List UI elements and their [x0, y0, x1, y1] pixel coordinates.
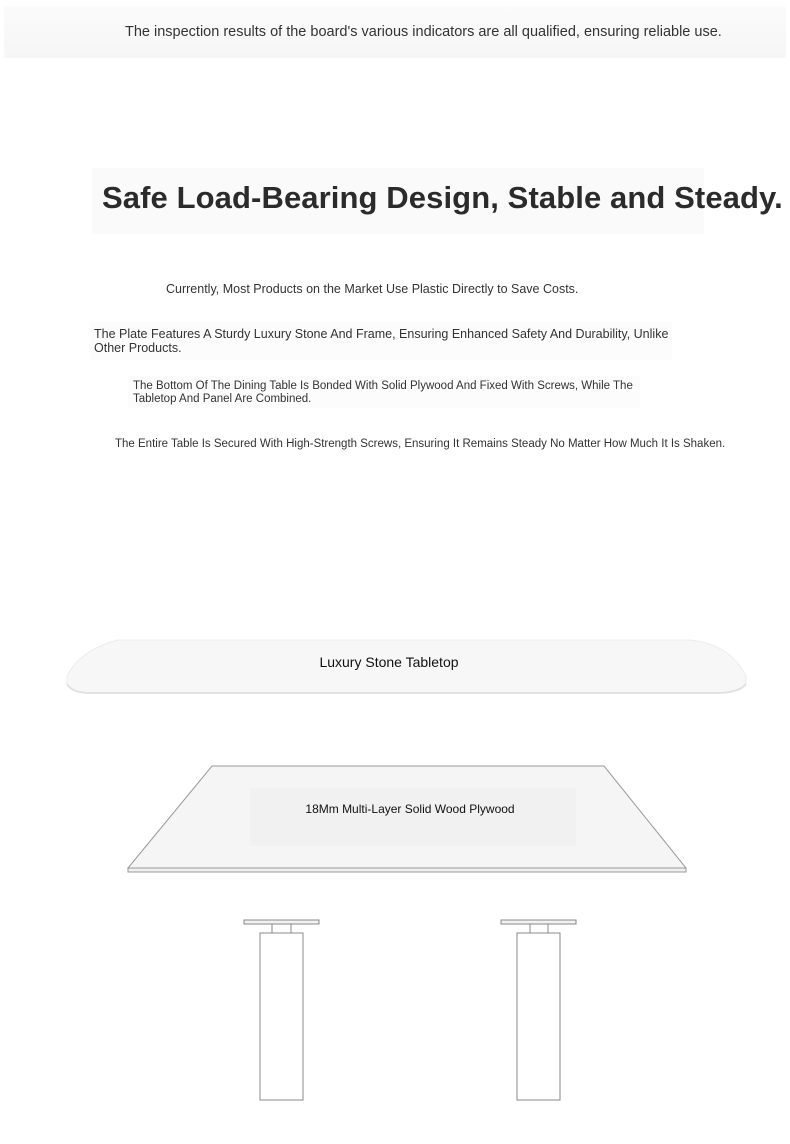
- tabletop-label: Luxury Stone Tabletop: [319, 654, 459, 670]
- point-high-strength-screws: The Entire Table Is Secured With High-Strength Screws, Ensuring It Remains Steady No Matter How Much It Is Shaken.: [115, 438, 726, 450]
- table-leg-left: [244, 920, 319, 1100]
- table-leg-right: [501, 920, 576, 1100]
- point-sturdy-stone: The Plate Features A Sturdy Luxury Stone And Frame, Ensuring Enhanced Safety And Durability, Unlike Other Products.: [94, 327, 669, 355]
- inspection-banner-text: The inspection results of the board's various indicators are all qualified, ensuring reliable use.: [125, 24, 722, 40]
- plywood-label: 18Mm Multi-Layer Solid Wood Plywood: [305, 802, 515, 816]
- point-plywood-bonding: The Bottom Of The Dining Table Is Bonded With Solid Plywood And Fixed With Screws, While The Tabletop And Panel Are Combined.: [133, 380, 633, 405]
- page-title: Safe Load-Bearing Design, Stable and Steady.: [102, 180, 783, 215]
- plywood-panel-illustration: [128, 766, 686, 872]
- point-plastic-costs: Currently, Most Products on the Market Use Plastic Directly to Save Costs.: [166, 282, 579, 296]
- table-exploded-diagram: [0, 600, 790, 1120]
